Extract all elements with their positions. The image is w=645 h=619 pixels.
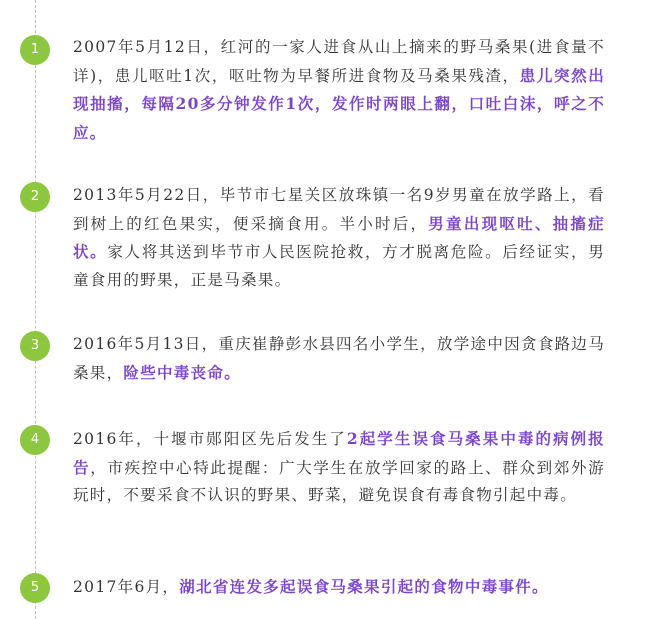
entry-text-highlight: 患儿突然出现抽搐，每隔20多分钟发作1次，发作时两眼上翻，口吐白沫，呼之不应。 [73,65,605,142]
entry-text [73,331,605,387]
number-badge: 1 [20,35,50,65]
entry-text-plain: 2016年，十堰市郧阳区先后发生了 [73,430,347,448]
entry-text-plain: 2016年5月13日，重庆崔静彭水县四名小学生，放学途中因贪食路边马桑果， [73,335,605,382]
number-badge: 2 [20,182,50,212]
entry-text [73,573,605,602]
entry-text-plain: 2007年5月12日，红河的一家人进食从山上摘来的野马桑果(进食量不详)，患儿呕吐1次，呕吐物为早餐所进食物及马桑果残渣， [73,38,605,85]
entry-text-highlight: 险些中毒丧命。 [123,362,242,382]
entry-text [73,182,605,294]
entry-text-plain: ，市疾控中心特此提醒：广大学生在放学回家的路上、群众到郊外游玩时，不要采食不认识的野果、野菜，避免误食有毒食物引起中毒。 [73,458,605,504]
entry-text-plain: 家人将其送到毕节市人民医院抢救，方才脱离危险。后经证实，男童食用的野果，正是马桑果。 [73,243,606,289]
entry-text [73,34,605,147]
entry-text [73,425,605,510]
entry-text-plain: 2017年6月， [73,578,180,596]
number-badge: 5 [20,573,50,603]
entry-text-highlight: 2起学生误食马桑果中毒的病例报告 [73,429,605,477]
timeline-line [35,0,36,619]
number-badge: 4 [20,425,50,455]
entry-text-plain: 2013年5月22日，毕节市七星关区放珠镇一名9岁男童在放学路上，看到树上的红色果实，便采摘食用。半小时后， [73,186,605,233]
entry-text-highlight: 湖北省连发多起误食马桑果引起的食物中毒事件。 [179,577,549,596]
number-badge: 3 [20,331,50,361]
entry-text-highlight: 男童出现呕吐、抽搐症状。 [73,213,605,261]
